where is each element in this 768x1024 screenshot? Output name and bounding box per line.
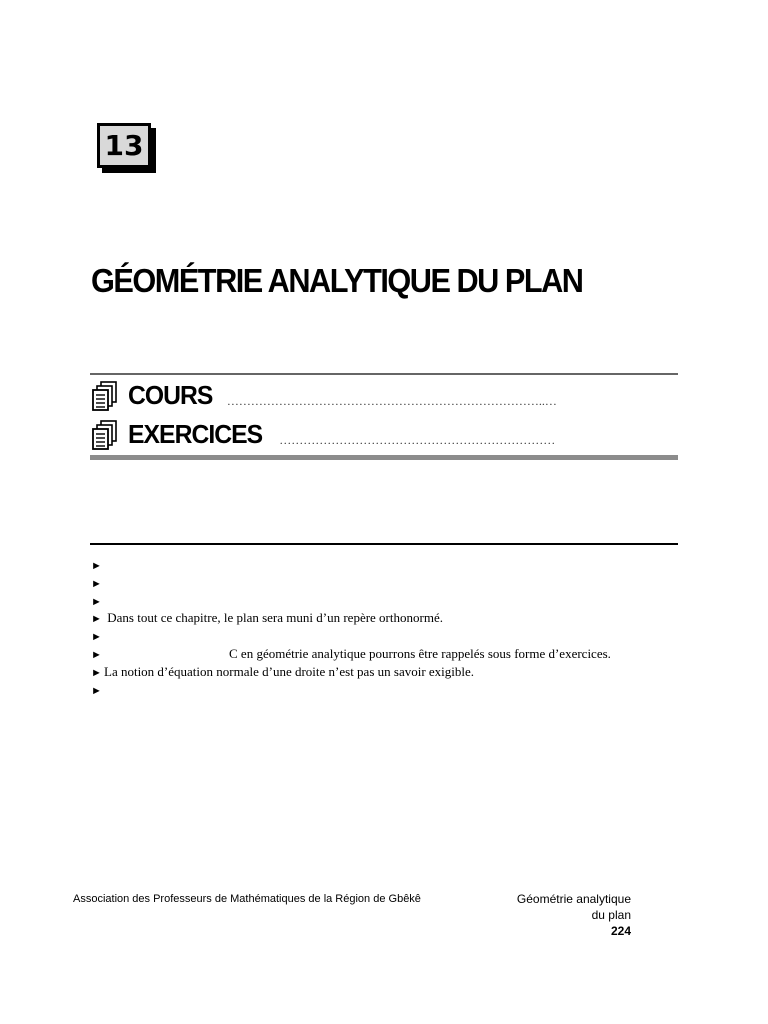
bullet-arrow-icon: ► [91, 684, 102, 697]
bullet-list [91, 556, 691, 698]
footer-title-line1: Géométrie analytique [516, 892, 631, 906]
bullet-item [91, 574, 691, 592]
footer-association: Association des Professeurs de Mathématiques de la Région de Gbêkê [73, 893, 421, 905]
bullet-item [91, 592, 691, 610]
toc-entry-cours[interactable] [92, 380, 557, 411]
bullet-text: La notion d’équation normale d’une droite n’est pas un savoir exigible. [104, 663, 475, 679]
bullet-arrow-icon: ► [91, 595, 102, 608]
toc-bottom-rule [90, 455, 678, 460]
section-divider [90, 543, 678, 545]
bullet-arrow-icon: ► [91, 666, 102, 679]
chapter-number-box [97, 123, 151, 168]
bullet-arrow-icon: ► [91, 648, 102, 661]
bullet-item [91, 681, 691, 699]
page-number: 224 [610, 924, 631, 938]
toc-leader-dots: ……………………………………………………………………..… [226, 394, 557, 408]
footer-title-line2: du plan [591, 908, 631, 922]
bullet-text: C en géométrie analytique pourrons être rappelés sous forme d’exercices. [229, 645, 611, 661]
footer-running-title [517, 891, 631, 939]
bullet-item [91, 609, 691, 627]
bullet-arrow-icon: ► [91, 577, 102, 590]
bullet-arrow-icon: ► [91, 560, 102, 572]
bullet-arrow-icon: ► [91, 613, 102, 626]
bullet-item [91, 663, 691, 681]
chapter-number: 13 [104, 129, 144, 162]
document-stack-icon [92, 420, 118, 450]
chapter-title: GÉOMÉTRIE ANALYTIQUE DU PLAN [91, 262, 583, 299]
toc-entry-exercices[interactable] [92, 419, 555, 450]
bullet-arrow-icon: ► [91, 631, 102, 644]
bullet-item [91, 556, 691, 574]
toc-label: EXERCICES [128, 419, 263, 449]
bullet-item [91, 627, 691, 645]
document-stack-icon [92, 381, 118, 411]
bullet-text: Dans tout ce chapitre, le plan sera muni d’un repère orthonormé. [104, 610, 443, 626]
toc-label: COURS [128, 380, 213, 410]
toc-top-rule [90, 373, 678, 375]
toc-leader-dots: …………………………………………………………… [279, 433, 556, 447]
bullet-item [91, 645, 691, 663]
